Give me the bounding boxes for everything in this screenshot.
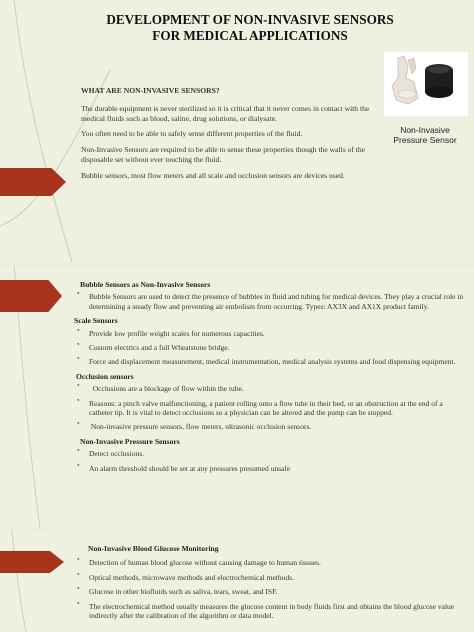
pressure-heading: Non-Invasive Pressure Sensors [80,436,180,446]
image-caption [380,125,470,145]
title-line-2: FOR MEDICAL APPLICATIONS [152,28,348,43]
occlusion-heading: Occlusion sensors [76,371,134,381]
bullet-icon: ﾞ [77,328,81,338]
bullet-icon: ﾞ [77,343,81,353]
bullet-icon: ﾞ [77,572,81,582]
list-item: ﾞ Non-invasive pressure sensors, flow meters, ultrasonic occlusion sensors. [77,422,312,432]
bullet-icon: ﾞ [77,422,81,432]
scale-heading: Scale Sensors [74,316,118,326]
paragraph: You often need to be able to safely sense different properties of the fluid. [81,129,303,139]
bullet-icon: ﾞ [77,449,81,459]
list-item: ﾞ Bubble Sensors are used to detect the presence of bubbles in fluid and tubing for medical devices. They play a crucial role in determining a steady flow and preventing air embolism from occurring. Types: AX3X and AX1X product family. [77,292,464,311]
bullet-icon: ﾞ [77,558,81,568]
caption-line-2: Pressure Sensor [393,135,457,145]
list-item: ﾞ Detect occlusions. [77,449,144,459]
list-item: ﾞ An alarm threshold should be set at any pressures presumed unsafe [77,463,291,473]
bullet-icon: ﾞ [77,463,81,473]
bullet-icon: ﾞ [77,398,81,408]
list-item: ﾞ Force and displacement measurement, medical instrumentation, medical analysis systems and food dispensing equipment. [77,357,456,367]
page-title [60,12,440,44]
bubble-heading: Bubble Sensors as Non-Invasive Sensors [80,280,211,289]
pressure-sensor-image [384,52,468,116]
paragraph: The durable equipment is never sterilized so it is critical that it never comes in contact with the medical fluids such as blood, saline, drug solutions, or dialysate. [81,103,370,123]
list-item: ﾞ Custom electrics and a full Wheatstone bridge. [77,343,230,353]
glucose-heading: Non-Invasive Blood Glucose Monitoring [88,544,219,553]
section-heading: WHAT ARE NON-INVASIVE SENSORS? [81,86,220,95]
bullet-icon: ﾞ [77,292,81,302]
bullet-icon: ﾞ [77,587,81,597]
list-item: ﾞ Glucose in other biofluids such as saliva, tears, sweat, and ISF. [77,587,278,597]
intro-section [81,86,371,187]
list-item: ﾞ Optical methods, microwave methods and electrochemical methods. [77,572,294,582]
glucose-section [76,544,466,625]
title-line-1: DEVELOPMENT OF NON-INVASIVE SENSORS [106,12,394,27]
bullet-icon: ﾞ [77,357,81,367]
list-item: ﾞ The electrochemical method usually measures the glucose content in body fluids first and obtains the blood glucose value indirectly after the calibration of the algorithm or data model. [77,601,455,621]
list-item: ﾞ Reasons: a pinch valve malfunctioning, a patient rolling onto a flow tube in their bed, or an obstruction at the end of a catheter tip. It is vital to detect occlusions so a physician can be altered and the pump can be stopped. [77,398,443,418]
paragraph: Bubble sensors, most flow meters and all scale and occlusion sensors are devices used. [81,170,345,180]
bullet-icon: ﾞ [77,601,81,611]
bullet-icon: ﾞ [77,384,81,394]
paragraph: Non-Invasive Sensors are required to be able to sense these properties though the walls of the disposable set without ever touching the fluid. [81,145,366,164]
list-item: ﾞ Occlusions are a blockage of flow within the tube. [77,384,244,394]
caption-line-1: Non-Invasive [400,125,450,135]
list-item: ﾞ Detection of human blood glucose without causing damage to human tissues. [77,558,321,568]
sensor-types-section [76,280,466,478]
list-item: ﾞ Provide low profile weight scales for numerous capacities. [77,328,265,338]
